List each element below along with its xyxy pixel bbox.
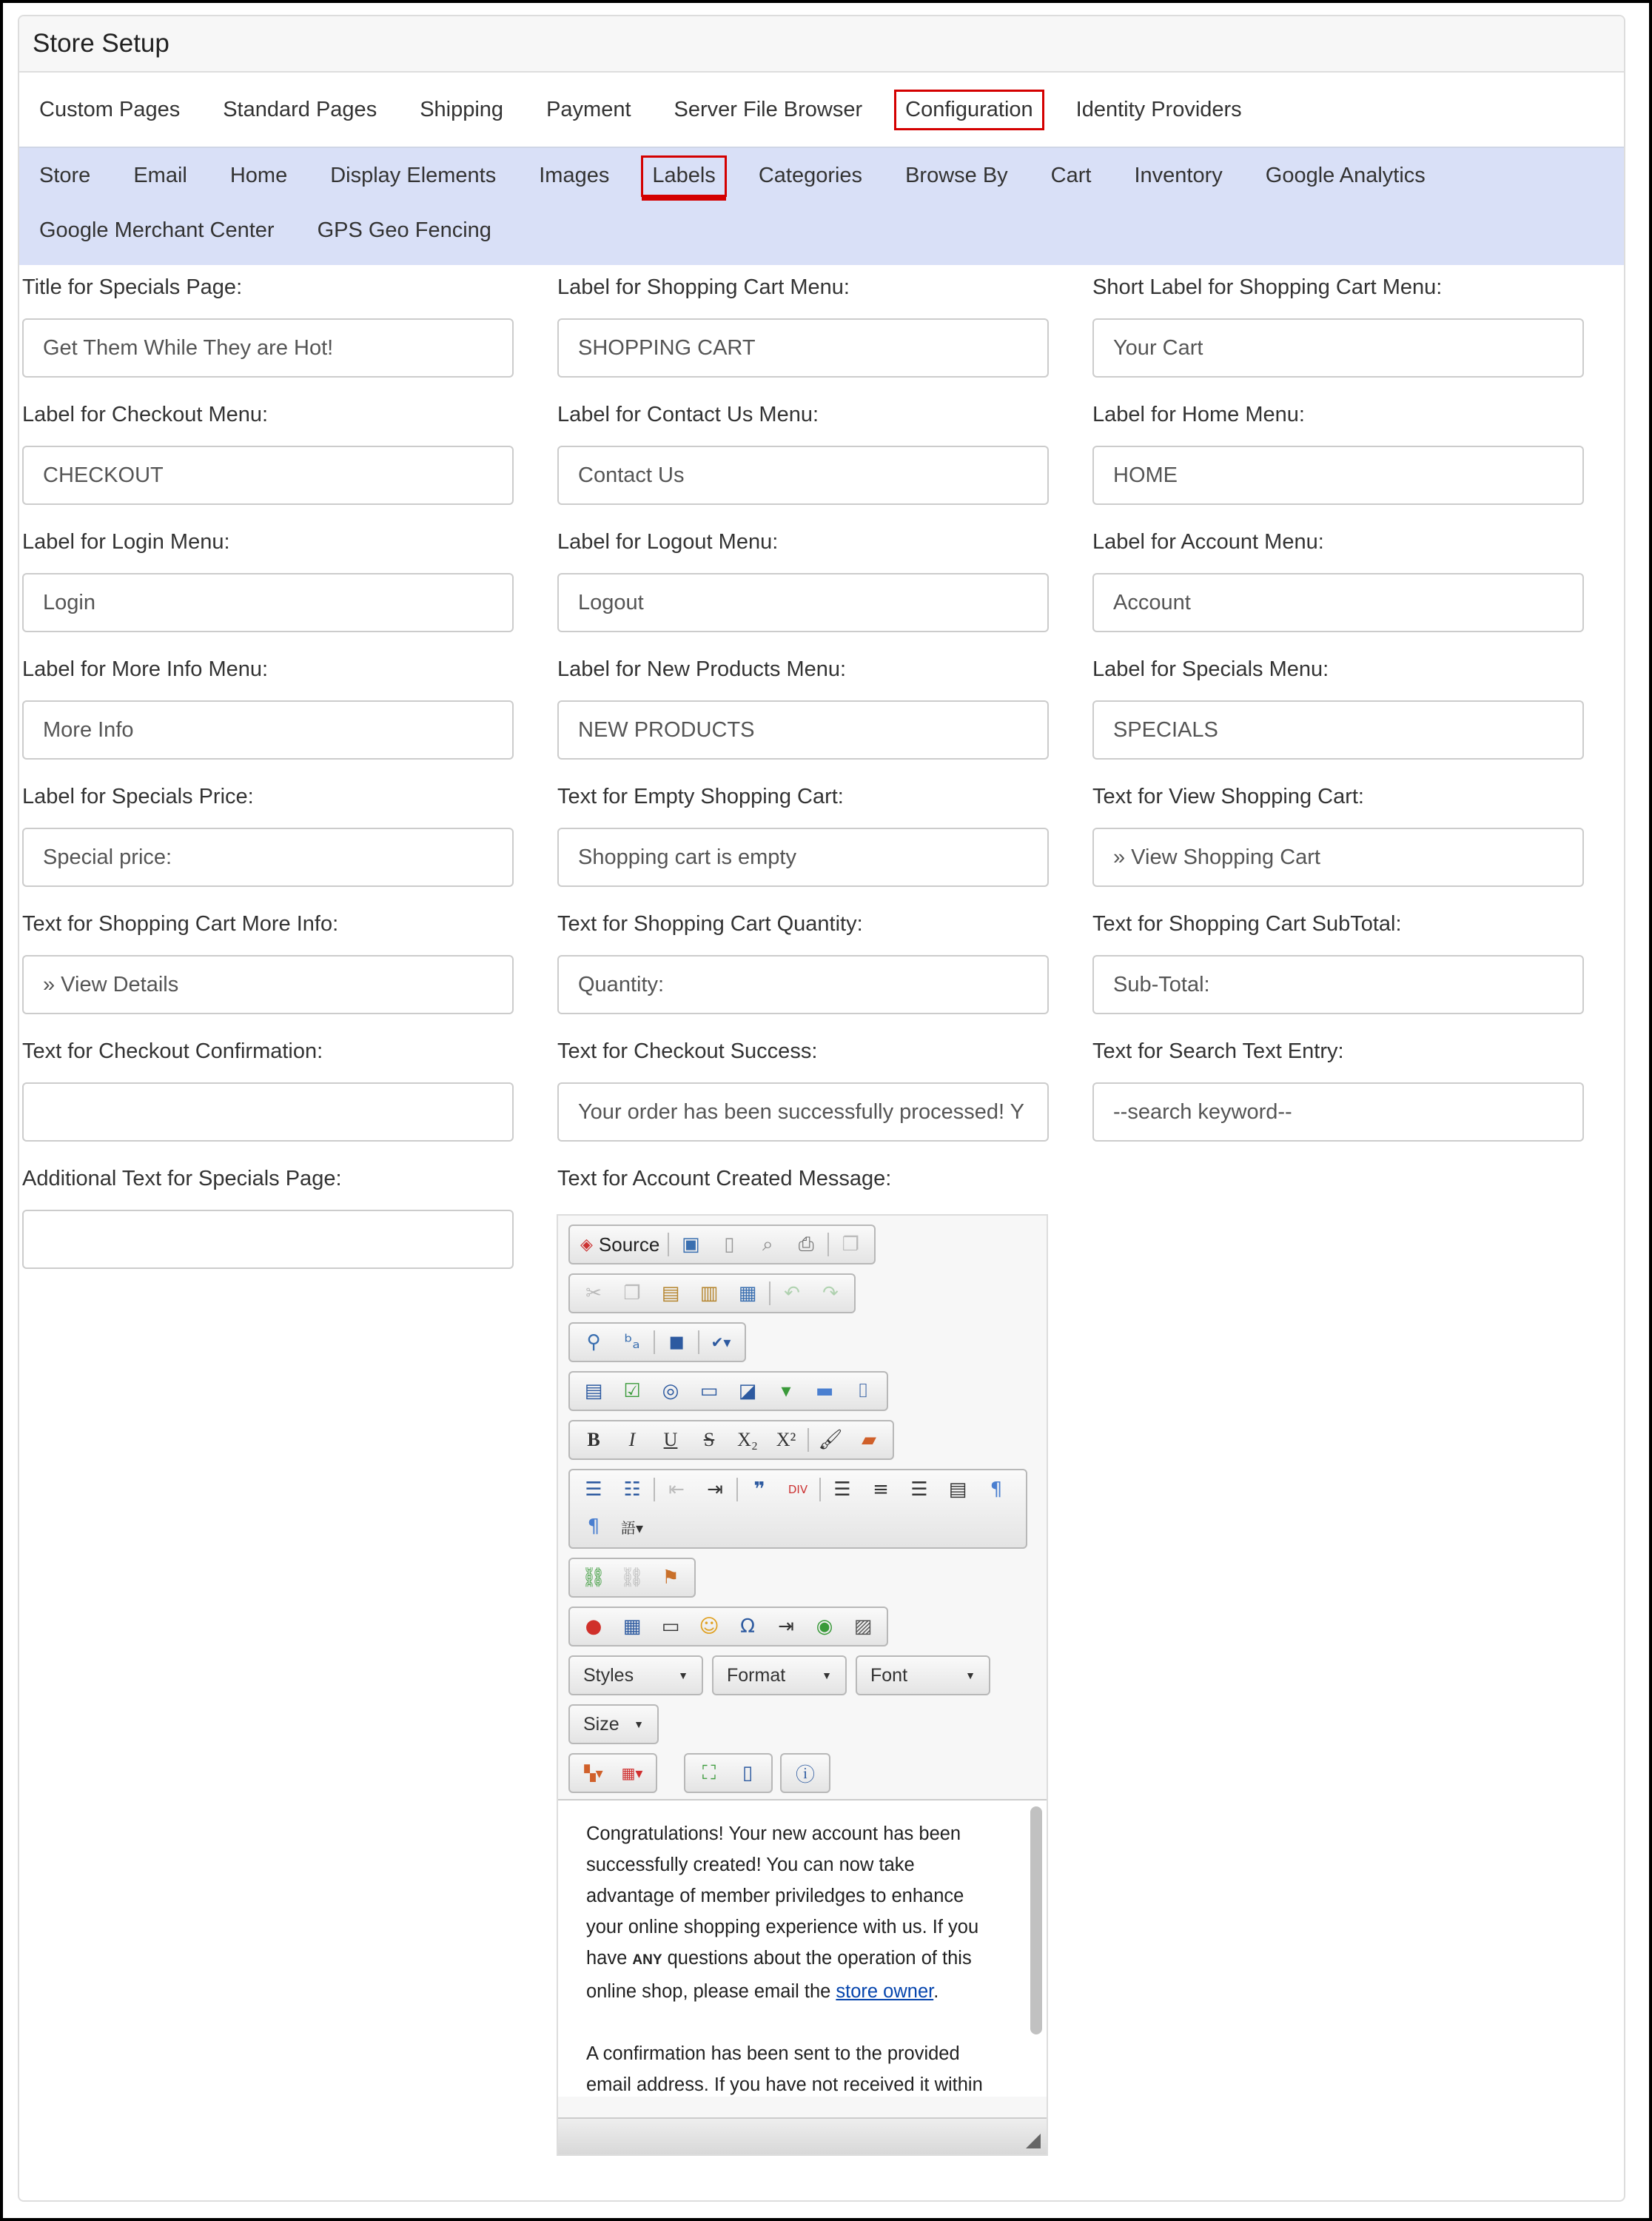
table-icon[interactable]: ▦ xyxy=(622,1615,642,1638)
text-input[interactable] xyxy=(22,1082,514,1142)
text-input[interactable]: Login xyxy=(22,573,514,632)
redo-icon[interactable]: ↷ xyxy=(822,1282,839,1304)
source-button[interactable] xyxy=(574,1228,665,1261)
paste-text-icon[interactable]: ▥ xyxy=(699,1282,719,1304)
field-label: Label for More Info Menu: xyxy=(22,657,269,681)
outdent-icon[interactable]: ⇤ xyxy=(668,1478,685,1501)
field-label: Text for Empty Shopping Cart: xyxy=(557,785,844,808)
toolbar-document xyxy=(568,1225,876,1264)
smiley-icon[interactable]: ☺ xyxy=(699,1615,719,1638)
subtab-home[interactable]: Home xyxy=(229,164,288,187)
field-label: Label for Login Menu: xyxy=(22,530,230,554)
text-input[interactable]: Contact Us xyxy=(557,446,1049,505)
text-input[interactable]: HOME xyxy=(1092,446,1584,505)
text-input[interactable]: More Info xyxy=(22,700,514,760)
print-icon[interactable]: ⎙ xyxy=(798,1233,814,1256)
subtab-google-analytics[interactable]: Google Analytics xyxy=(1265,164,1426,187)
subtab-labels[interactable]: Labels xyxy=(641,155,726,197)
toolbar-editing xyxy=(568,1322,746,1362)
subtab-gps-geo-fencing[interactable]: GPS Geo Fencing xyxy=(317,218,491,242)
toolbar-insert xyxy=(568,1607,888,1647)
textarea-icon[interactable]: ◪ xyxy=(738,1380,757,1402)
field-label: Label for Home Menu: xyxy=(1092,403,1305,426)
field-cart-more-info xyxy=(22,912,514,996)
ltr-icon[interactable]: ¶ xyxy=(990,1478,1003,1501)
store-owner-link[interactable]: store owner xyxy=(836,1981,934,2002)
toolbar-clipboard xyxy=(568,1273,856,1313)
field-specials-menu xyxy=(1092,657,1584,742)
sub-tabs xyxy=(19,148,1624,265)
field-label: Text for Checkout Confirmation: xyxy=(22,1039,323,1063)
textfield-icon[interactable]: ▭ xyxy=(699,1380,719,1402)
subtab-images[interactable]: Images xyxy=(539,164,610,187)
text-input[interactable]: CHECKOUT xyxy=(22,446,514,505)
field-login-menu xyxy=(22,530,514,614)
field-label: Short Label for Shopping Cart Menu: xyxy=(1092,275,1443,299)
find-icon[interactable]: ⚲ xyxy=(586,1331,601,1353)
subtab-cart[interactable]: Cart xyxy=(1050,164,1092,187)
toolbar-forms xyxy=(568,1371,888,1411)
flash-icon[interactable]: ● xyxy=(585,1615,602,1638)
show-blocks-icon[interactable]: ▯ xyxy=(742,1762,753,1784)
numbered-list-icon[interactable]: ☰ xyxy=(585,1478,602,1501)
chevron-down-icon: ▼ xyxy=(678,1669,688,1681)
field-label: Text for Search Text Entry: xyxy=(1092,1039,1344,1063)
field-label: Text for Shopping Cart SubTotal: xyxy=(1092,912,1402,936)
field-checkout-success xyxy=(557,1039,1049,1124)
subtab-categories[interactable]: Categories xyxy=(758,164,863,187)
text-input[interactable]: SHOPPING CART xyxy=(557,318,1049,378)
field-view-cart xyxy=(1092,785,1584,869)
subtab-inventory[interactable]: Inventory xyxy=(1134,164,1223,187)
field-checkout-confirmation xyxy=(22,1039,514,1064)
text-input[interactable]: SPECIALS xyxy=(1092,700,1584,760)
button-icon[interactable]: ▬ xyxy=(815,1380,834,1402)
field-short-shopping-cart-menu xyxy=(1092,275,1584,360)
text-input[interactable]: Special price: xyxy=(22,828,514,887)
field-label: Label for Checkout Menu: xyxy=(22,403,269,426)
field-label: Label for Specials Price: xyxy=(22,785,254,808)
paste-word-icon[interactable]: ▦ xyxy=(738,1282,757,1304)
text-input[interactable]: Shopping cart is empty xyxy=(557,828,1049,887)
create-div-icon[interactable]: DIV xyxy=(788,1483,808,1496)
field-label: Text for Account Created Message: xyxy=(557,1167,892,1190)
field-label: Additional Text for Specials Page: xyxy=(22,1167,342,1190)
toolbar-tools xyxy=(684,1753,773,1793)
justify-icon[interactable]: ▤ xyxy=(948,1478,967,1501)
subtab-email[interactable]: Email xyxy=(133,164,187,187)
text-input[interactable]: Get Them While They are Hot! xyxy=(22,318,514,378)
select-icon[interactable]: ▾ xyxy=(781,1380,791,1402)
language-icon[interactable]: 語▾ xyxy=(620,1518,644,1537)
text-run-caps: ANY xyxy=(632,1952,662,1968)
field-label: Text for Shopping Cart More Info: xyxy=(22,912,339,936)
info-icon[interactable]: ⓘ xyxy=(795,1763,815,1786)
underline-icon[interactable]: U xyxy=(663,1429,678,1450)
format-dropdown[interactable] xyxy=(712,1655,847,1695)
unlink-icon[interactable]: ⛓ xyxy=(620,1567,645,1589)
copy-icon[interactable]: ❐ xyxy=(623,1282,641,1304)
bg-color-icon[interactable]: ▦▾ xyxy=(621,1764,643,1782)
text-input[interactable]: Account xyxy=(1092,573,1584,632)
indent-icon[interactable]: ⇥ xyxy=(707,1478,723,1501)
save-icon[interactable]: ▣ xyxy=(682,1233,700,1256)
undo-icon[interactable]: ↶ xyxy=(784,1282,800,1304)
text-input[interactable]: --search keyword-- xyxy=(1092,1082,1584,1142)
chevron-down-icon: ▼ xyxy=(965,1669,976,1681)
text-input[interactable]: Sub-Total: xyxy=(1092,955,1584,1014)
iframe-icon[interactable]: ◉ xyxy=(816,1615,833,1638)
page-break-icon[interactable]: ⇥ xyxy=(778,1615,794,1638)
image-icon[interactable]: ▨ xyxy=(853,1615,873,1638)
text-input[interactable] xyxy=(22,1210,514,1269)
align-center-icon[interactable]: ≡ xyxy=(873,1478,889,1501)
editor-footer xyxy=(558,2117,1047,2154)
replace-icon[interactable]: ᵇₐ xyxy=(624,1331,640,1353)
text-input[interactable]: » View Details xyxy=(22,955,514,1014)
field-label: Label for Account Menu: xyxy=(1092,530,1324,554)
panel-header xyxy=(19,16,1624,73)
source-label: Source xyxy=(598,1233,660,1256)
field-label: Text for Shopping Cart Quantity: xyxy=(557,912,863,936)
editor-text xyxy=(586,1818,1001,2097)
hidden-field-icon[interactable]: ⌷ xyxy=(857,1379,869,1402)
size-label: Size xyxy=(583,1713,620,1735)
field-label: Label for Contact Us Menu: xyxy=(557,403,819,426)
field-label: Label for Logout Menu: xyxy=(557,530,779,554)
editor-scrollbar[interactable] xyxy=(1030,1806,1042,2034)
field-additional-specials-text xyxy=(22,1167,514,1191)
rich-text-editor xyxy=(557,1214,1048,2156)
field-title-specials-page xyxy=(22,275,514,360)
superscript-icon[interactable]: X² xyxy=(776,1429,796,1450)
bulleted-list-icon[interactable]: ☷ xyxy=(623,1478,641,1501)
anchor-icon[interactable]: ⚑ xyxy=(662,1567,679,1589)
styles-dropdown[interactable] xyxy=(568,1655,703,1695)
maximize-icon[interactable]: ⛶ xyxy=(702,1761,716,1784)
chevron-down-icon: ▼ xyxy=(822,1669,832,1681)
toolbar-basicstyles xyxy=(568,1420,894,1460)
preview-icon[interactable]: ⌕ xyxy=(762,1233,773,1256)
link-icon[interactable]: ⛓ xyxy=(581,1567,606,1589)
size-dropdown[interactable] xyxy=(568,1704,659,1744)
field-contact-us-menu xyxy=(557,403,1049,487)
cut-icon[interactable]: ✂ xyxy=(585,1282,602,1304)
text-input[interactable]: Your Cart xyxy=(1092,318,1584,378)
text-color-icon[interactable]: ▚▾ xyxy=(584,1764,603,1782)
field-search-text-entry xyxy=(1092,1039,1584,1124)
subtab-store[interactable]: Store xyxy=(39,164,91,187)
editor-content[interactable] xyxy=(558,1799,1047,2097)
strike-icon[interactable]: S xyxy=(703,1429,715,1450)
field-label: Label for Specials Menu: xyxy=(1092,657,1329,681)
resize-handle-icon[interactable] xyxy=(1026,2134,1041,2148)
text-run: questions about the operation of this online shop, please email the xyxy=(586,1948,972,2002)
select-all-icon[interactable]: ◼ xyxy=(668,1331,685,1353)
field-shopping-cart-menu xyxy=(557,275,1049,360)
font-dropdown[interactable] xyxy=(856,1655,990,1695)
toolbar-about xyxy=(780,1753,830,1793)
text-input[interactable]: Your order has been successfully processed! Y xyxy=(557,1082,1049,1142)
subtab-browse-by[interactable]: Browse By xyxy=(905,164,1008,187)
tab-standard-pages[interactable]: Standard Pages xyxy=(223,97,377,121)
field-label: Label for New Products Menu: xyxy=(557,657,847,681)
italic-icon[interactable]: I xyxy=(628,1429,636,1450)
tab-shipping[interactable]: Shipping xyxy=(420,97,504,121)
tab-identity-providers[interactable]: Identity Providers xyxy=(1075,97,1242,121)
field-cart-quantity xyxy=(557,912,1049,996)
field-label: Title for Specials Page: xyxy=(22,275,243,299)
text-run: Congratulations! Your new account has been successfully created! You can now take advantage of member priviledges to enhance your online shopping experience with us. If you have xyxy=(586,1823,979,1969)
subtab-display-elements[interactable]: Display Elements xyxy=(330,164,497,187)
radio-icon[interactable]: ◎ xyxy=(662,1380,679,1402)
field-label: Text for View Shopping Cart: xyxy=(1092,785,1364,808)
subtab-google-merchant-center[interactable]: Google Merchant Center xyxy=(39,218,275,242)
field-label: Text for Checkout Success: xyxy=(557,1039,818,1063)
field-account-menu xyxy=(1092,530,1584,614)
toolbar-paragraph xyxy=(568,1469,1027,1549)
tab-configuration[interactable]: Configuration xyxy=(894,90,1044,130)
paste-icon[interactable]: ▤ xyxy=(661,1282,680,1304)
field-more-info-menu xyxy=(22,657,514,742)
field-new-products-menu xyxy=(557,657,1049,742)
tab-custom-pages[interactable]: Custom Pages xyxy=(39,97,181,121)
toolbar-colors xyxy=(568,1753,657,1793)
tab-server-file-browser[interactable]: Server File Browser xyxy=(674,97,863,121)
align-right-icon[interactable]: ☰ xyxy=(910,1478,928,1501)
page-title: Store Setup xyxy=(33,29,169,58)
text-run: . xyxy=(933,1981,939,2002)
field-specials-price xyxy=(22,785,514,869)
chevron-down-icon: ▼ xyxy=(634,1718,644,1730)
tab-payment[interactable]: Payment xyxy=(546,97,631,121)
copy-format-icon[interactable]: 🖌 xyxy=(818,1429,843,1451)
horizontal-rule-icon[interactable]: ▭ xyxy=(661,1615,680,1638)
styles-label: Styles xyxy=(583,1664,634,1686)
remove-format-icon[interactable]: ▰ xyxy=(862,1429,876,1451)
text-input[interactable]: » View Shopping Cart xyxy=(1092,828,1584,887)
font-label: Font xyxy=(870,1664,908,1686)
text-input[interactable]: Quantity: xyxy=(557,955,1049,1014)
align-left-icon[interactable]: ☰ xyxy=(833,1478,851,1501)
special-char-icon[interactable]: Ω xyxy=(740,1615,755,1638)
field-home-menu xyxy=(1092,403,1584,487)
rtl-icon[interactable]: ¶ xyxy=(587,1515,600,1538)
text-input[interactable]: NEW PRODUCTS xyxy=(557,700,1049,760)
checkbox-icon[interactable]: ☑ xyxy=(623,1380,641,1402)
field-cart-subtotal xyxy=(1092,912,1584,996)
field-logout-menu xyxy=(557,530,1049,614)
field-checkout-menu xyxy=(22,403,514,487)
blockquote-icon[interactable]: ❞ xyxy=(753,1478,765,1501)
form-icon[interactable]: ▤ xyxy=(584,1380,603,1402)
message-paragraph-1 xyxy=(586,1818,1001,2007)
spellcheck-icon[interactable]: ✔▾ xyxy=(711,1333,731,1351)
main-tabs xyxy=(19,73,1624,148)
source-icon: ◈ xyxy=(580,1235,593,1253)
templates-icon[interactable]: ❐ xyxy=(842,1233,859,1256)
bold-icon[interactable]: B xyxy=(587,1429,600,1450)
field-empty-cart xyxy=(557,785,1049,869)
new-page-icon[interactable]: ▯ xyxy=(724,1233,735,1256)
toolbar-links xyxy=(568,1558,696,1598)
format-label: Format xyxy=(727,1664,786,1686)
field-account-created-message xyxy=(557,1167,1049,1191)
field-label: Label for Shopping Cart Menu: xyxy=(557,275,850,299)
subscript-icon[interactable]: X₂ xyxy=(737,1429,758,1450)
message-paragraph-2: A confirmation has been sent to the provided email address. If you have not received it within xyxy=(586,2043,983,2095)
text-input[interactable]: Logout xyxy=(557,573,1049,632)
